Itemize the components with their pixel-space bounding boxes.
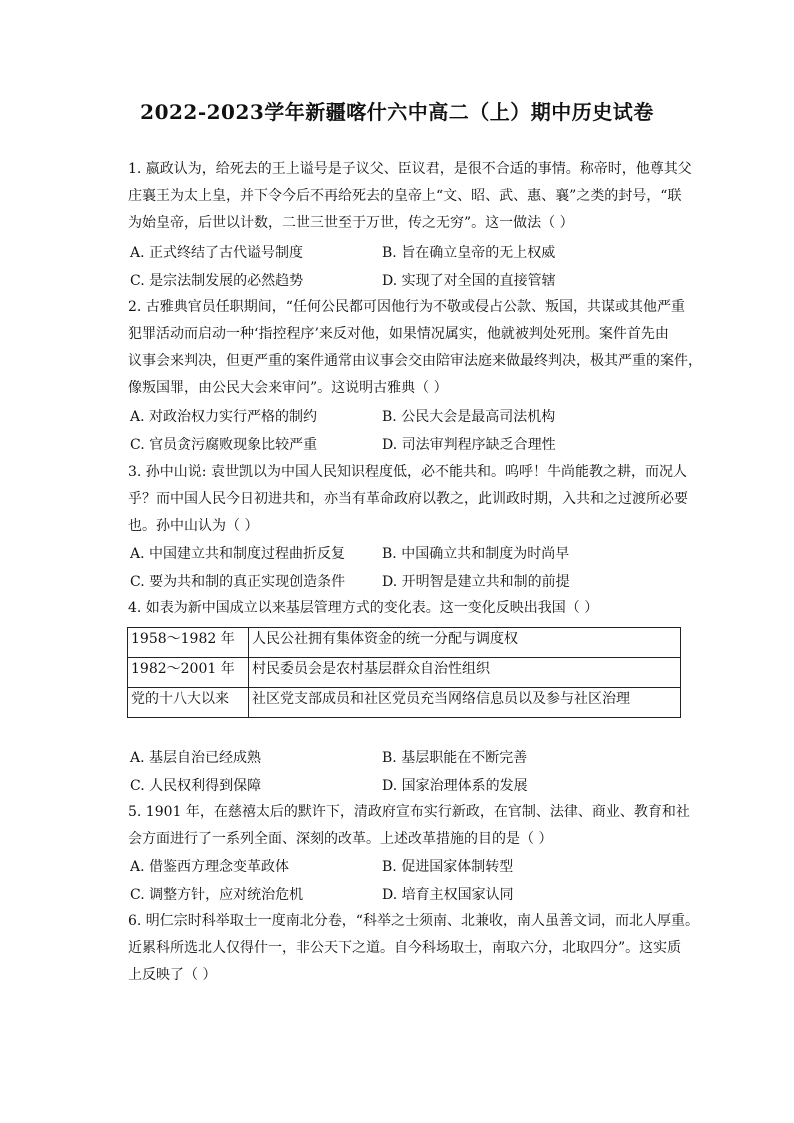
question-3-line: 3. 孙中山说: 袁世凯以为中国人民知识程度低，必不能共和。呜呼！牛尚能教之耕，而况人: [128, 464, 687, 480]
option-d[interactable]: D. 实现了对全国的直接管辖: [382, 273, 556, 289]
option-b[interactable]: B. 基层职能在不断完善: [382, 750, 528, 766]
question-1-line: 庄襄王为太上皇，并下令今后不再给死去的皇帝上“文、昭、武、惠、襄”之类的封号，“联: [128, 188, 682, 204]
table-cell-description: 社区党支部成员和社区党员充当网络信息员以及参与社区治理: [249, 688, 681, 718]
question-1-line: 为始皇帝，后世以计数，二世三世至于万世，传之无穷”。这一做法（ ）: [128, 215, 574, 231]
table-cell-period: 1982～2001 年: [128, 658, 249, 688]
question-3: [128, 459, 698, 540]
option-c[interactable]: C. 官员贪污腐败现象比较严重: [130, 437, 318, 453]
question-3-options: [130, 540, 700, 596]
question-5-line: 会方面进行了一系列全面、深刻的改革。上述改革措施的目的是（ ）: [128, 831, 553, 847]
option-d[interactable]: D. 国家治理体系的发展: [382, 778, 528, 794]
table-row: [128, 628, 681, 658]
question-5: [128, 799, 698, 853]
question-6-line: 上反映了（ ）: [128, 967, 217, 983]
question-2-line: 议事会来判决，但更严重的案件通常由议事会交由陪审法庭来做最终判决，极其严重的案件，: [128, 353, 702, 369]
question-4: [128, 595, 698, 622]
option-d[interactable]: D. 培育主权国家认同: [382, 887, 514, 903]
question-1-options: [130, 239, 700, 295]
option-d[interactable]: D. 司法审判程序缺乏合理性: [382, 437, 556, 453]
question-4-line: 4. 如表为新中国成立以来基层管理方式的变化表。这一变化反映出我国（ ）: [128, 600, 599, 616]
table-cell-description: 人民公社拥有集体资金的统一分配与调度权: [249, 628, 681, 658]
question-1-line: 1. 嬴政认为，给死去的王上谥号是子议父、臣议君，是很不合适的事情。称帝时，他尊其父: [128, 161, 692, 177]
option-c[interactable]: C. 是宗法制发展的必然趋势: [130, 273, 304, 289]
option-b[interactable]: B. 公民大会是最高司法机构: [382, 409, 556, 425]
question-4-table: [127, 627, 681, 718]
table-row: [128, 658, 681, 688]
question-2-line: 像叛国罪，由公民大会来审问”。这说明古雅典（ ）: [128, 380, 448, 396]
option-b[interactable]: B. 促进国家体制转型: [382, 859, 514, 875]
question-3-line: 乎？而中国人民今日初进共和，亦当有革命政府以教之，此训政时期，入共和之过渡所必要: [128, 491, 688, 507]
question-5-line: 5. 1901 年，在慈禧太后的默许下，清政府宣布实行新政，在官制、法律、商业、教育和社: [128, 804, 690, 820]
option-a[interactable]: A. 对政治权力实行严格的制约: [130, 409, 318, 425]
question-2-options: [130, 403, 700, 459]
option-c[interactable]: C. 要为共和制的真正实现创造条件: [130, 574, 346, 590]
option-b[interactable]: B. 旨在确立皇帝的无上权威: [382, 245, 556, 261]
table-cell-period: 党的十八大以来: [128, 688, 249, 718]
question-4-options: [130, 744, 700, 800]
option-a[interactable]: A. 借鉴西方理念变革政体: [130, 859, 290, 875]
question-3-line: 也。孙中山认为（ ）: [128, 518, 259, 534]
option-a[interactable]: A. 正式终结了古代谥号制度: [130, 245, 304, 261]
option-c[interactable]: C. 人民权利得到保障: [130, 778, 262, 794]
question-6: [128, 908, 698, 989]
question-6-line: 近累科所选北人仅得什一，非公天下之道。自今科场取士，南取六分，北取四分”。这实质: [128, 940, 682, 956]
question-1: [128, 156, 698, 237]
option-b[interactable]: B. 中国确立共和制度为时尚早: [382, 546, 570, 562]
table-cell-description: 村民委员会是农村基层群众自治性组织: [249, 658, 681, 688]
option-c[interactable]: C. 调整方针，应对统治危机: [130, 887, 304, 903]
question-2: [128, 294, 702, 402]
option-a[interactable]: A. 基层自治已经成熟: [130, 750, 262, 766]
option-a[interactable]: A. 中国建立共和制度过程曲折反复: [130, 546, 346, 562]
question-6-line: 6. 明仁宗时科举取士一度南北分卷，“科举之士须南、北兼收，南人虽善文词，而北人厚重。: [128, 913, 699, 929]
question-2-line: 犯罪活动而启动一种‘指控程序’来反对他，如果情况属实，他就被判处死刑。案件首先由: [128, 326, 669, 342]
option-d[interactable]: D. 开明智是建立共和制的前提: [382, 574, 570, 590]
exam-title: 2022-2023学年新疆喀什六中高二（上）期中历史试卷: [140, 100, 654, 124]
table-row: [128, 688, 681, 718]
question-2-line: 2. 古雅典官员任职期间，“任何公民都可因他行为不敬或侵占公款、叛国，共谋或其他严重: [128, 299, 685, 315]
question-5-options: [130, 853, 700, 909]
table-cell-period: 1958～1982 年: [128, 628, 249, 658]
